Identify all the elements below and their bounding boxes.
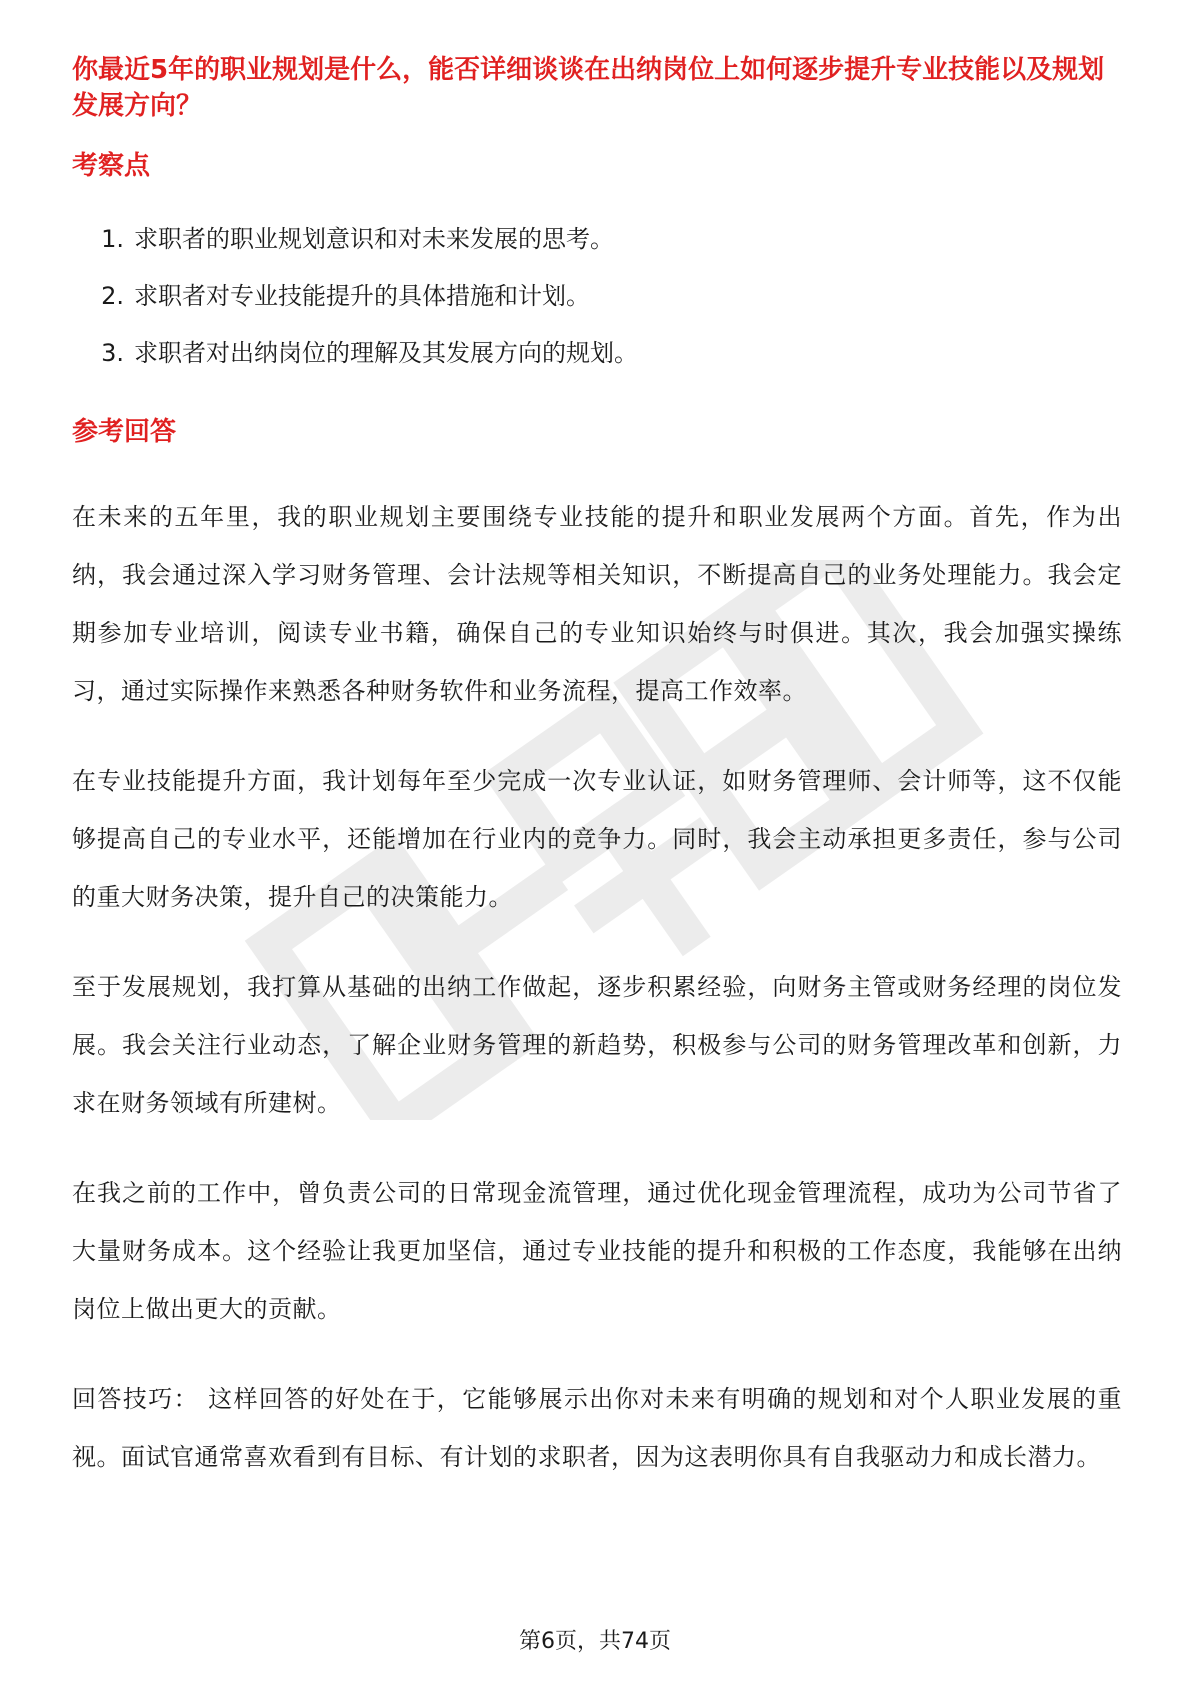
list-item — [72, 222, 1122, 279]
answer-paragraph: 至于发展规划，我打算从基础的出纳工作做起，逐步积累经验，向财务主管或财务经理的岗位发展。我会关注行业动态，了解企业财务管理的新趋势，积极参与公司的财务管理改革和创新，力求在财务领域有所建树。 — [72, 973, 1122, 1117]
points-list — [72, 222, 1122, 393]
list-item — [72, 336, 1122, 393]
answer-heading: 参考回答 — [72, 417, 177, 447]
answer-paragraph: 在我之前的工作中，曾负责公司的日常现金流管理，通过优化现金管理流程，成功为公司节省了大量财务成本。这个经验让我更加坚信，通过专业技能的提升和积极的工作态度，我能够在出纳岗位上做出更大的贡献。 — [72, 1179, 1122, 1323]
list-item-text: 求职者对专业技能提升的具体措施和计划。 — [134, 282, 590, 310]
list-item — [72, 279, 1122, 336]
answer-paragraph: 在专业技能提升方面，我计划每年至少完成一次专业认证，如财务管理师、会计师等，这不仅能够提高自己的专业水平，还能增加在行业内的竞争力。同时，我会主动承担更多责任，参与公司的重大财务决策，提升自己的决策能力。 — [72, 767, 1122, 911]
list-item-text: 求职者的职业规划意识和对未来发展的思考。 — [134, 225, 614, 253]
answer-paragraph: 在未来的五年里，我的职业规划主要围绕专业技能的提升和职业发展两个方面。首先，作为出纳，我会通过深入学习财务管理、会计法规等相关知识，不断提高自己的业务处理能力。我会定期参加专业培训，阅读专业书籍，确保自己的专业知识始终与时俱进。其次，我会加强实操练习，通过实际操作来熟悉各种财务软件和业务流程，提高工作效率。 — [72, 503, 1122, 705]
answer-tips-paragraph: 回答技巧： 这样回答的好处在于，它能够展示出你对未来有明确的规划和对个人职业发展的重视。面试官通常喜欢看到有目标、有计划的求职者，因为这表明你具有自我驱动力和成长潜力。 — [72, 1385, 1122, 1471]
list-item-number: 3. — [101, 339, 124, 367]
list-item-number: 2. — [101, 282, 124, 310]
page-number-footer: 第6页，共74页 — [519, 1629, 671, 1654]
points-heading: 考察点 — [72, 151, 151, 181]
list-item-text: 求职者对出纳岗位的理解及其发展方向的规划。 — [134, 339, 638, 367]
list-item-number: 1. — [101, 225, 124, 253]
answer-body — [72, 488, 1122, 1518]
question-title: 你最近5年的职业规划是什么，能否详细谈谈在出纳岗位上如何逐步提升专业技能以及规划发展方向？ — [72, 55, 1105, 121]
